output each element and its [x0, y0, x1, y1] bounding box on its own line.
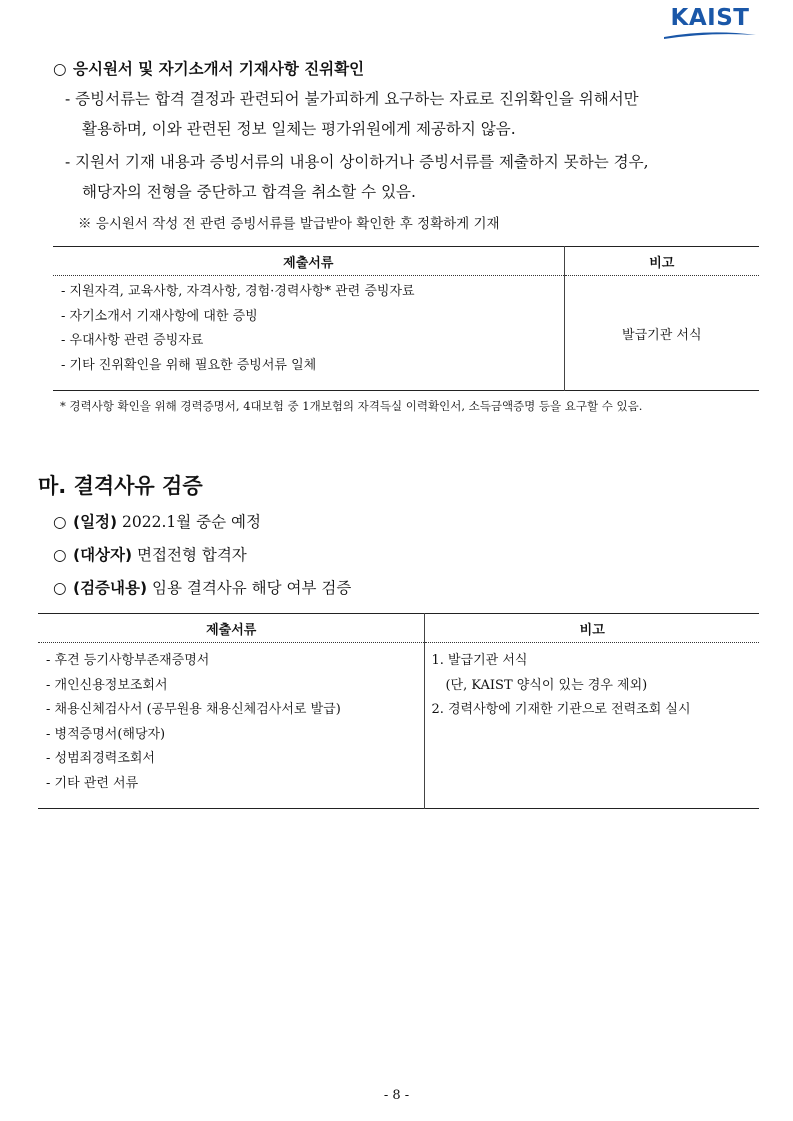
section-item-schedule — [53, 510, 261, 532]
verify-bullet-2-line-1: - 지원서 기재 내용과 증빙서류의 내용이 상이하거나 증빙서류를 제출하지 못하는 경우, — [65, 153, 649, 171]
circle-bullet-icon: ○ — [53, 579, 67, 597]
verify-bullet-1-line-1: - 증빙서류는 합격 결정과 관련되어 불가피하게 요구하는 자료로 진위확인을 위해서만 — [65, 90, 639, 108]
section-item-content — [53, 576, 351, 598]
verify-table-header-row — [53, 247, 759, 276]
verify-bullet-2-line-2: 해당자의 전형을 중단하고 합격을 취소할 수 있음. — [82, 183, 416, 201]
remark-item: 1. 발급기관 서식 — [431, 653, 528, 668]
verify-table-documents-cell — [53, 276, 564, 391]
page-number: - 8 - — [383, 1088, 410, 1103]
verify-table-header-documents: 제출서류 — [53, 247, 564, 276]
verify-table-footnote: * 경력사항 확인을 위해 경력증명서, 4대보험 중 1개보험의 자격득실 이력확인서, 소득금액증명 등을 요구할 수 있음. — [60, 399, 643, 413]
disqualification-table-header-remark: 비고 — [425, 614, 759, 643]
verify-table — [53, 246, 759, 391]
list-item: - 기타 관련 서류 — [46, 775, 139, 791]
circle-bullet-icon: ○ — [53, 60, 67, 78]
section-title: 마. 결격사유 검증 — [38, 474, 203, 498]
section-item-label: (대상자) — [73, 546, 133, 564]
list-item: - 병적증명서(해당자) — [46, 726, 166, 742]
section-item-text: 2022.1월 중순 예정 — [117, 513, 262, 531]
disqualification-table-row — [38, 643, 759, 809]
disqualification-table-header-row — [38, 614, 759, 643]
list-item: - 개인신용정보조회서 — [46, 677, 168, 693]
logo-swoosh-icon — [662, 30, 758, 40]
verify-table-row — [53, 276, 759, 391]
remark-item: (단, KAIST 양식이 있는 경우 제외) — [445, 677, 648, 693]
circle-bullet-icon: ○ — [53, 513, 67, 531]
list-item: - 지원자격, 교육사항, 자격사항, 경험·경력사항* 관련 증빙자료 — [61, 284, 415, 299]
section-item-text: 면접전형 합격자 — [132, 546, 247, 564]
remark-item: 2. 경력사항에 기재한 기관으로 전력조회 실시 — [431, 702, 691, 717]
verify-table-header-remark: 비고 — [564, 247, 759, 276]
section-item-label: (일정) — [73, 513, 118, 531]
circle-bullet-icon: ○ — [53, 546, 67, 564]
verify-bullet-1 — [65, 84, 765, 144]
kaist-logo-text: KAIST — [670, 5, 750, 31]
list-item: - 성범죄경력조회서 — [46, 751, 155, 766]
verify-heading-text: 응시원서 및 자기소개서 기재사항 진위확인 — [73, 60, 365, 78]
list-item: - 채용신체검사서 (공무원용 채용신체검사서로 발급) — [46, 702, 341, 717]
verify-note: ※ 응시원서 작성 전 관련 증빙서류를 발급받아 확인한 후 정확하게 기재 — [78, 216, 500, 232]
kaist-logo — [662, 6, 758, 40]
verify-table-remark-cell: 발급기관 서식 — [622, 327, 702, 343]
verify-heading — [53, 57, 364, 79]
list-item: - 기타 진위확인을 위해 필요한 증빙서류 일체 — [61, 357, 317, 373]
verify-bullet-1-line-2: 활용하며, 이와 관련된 정보 일체는 평가위원에게 제공하지 않음. — [82, 120, 516, 138]
list-item: - 우대사항 관련 증빙자료 — [61, 333, 204, 348]
disqualification-table — [38, 613, 759, 809]
disqualification-table-header-documents: 제출서류 — [38, 614, 425, 643]
disqualification-table-documents-cell — [38, 643, 425, 809]
section-item-text: 임용 결격사유 해당 여부 검증 — [147, 579, 352, 597]
section-item-target — [53, 543, 247, 565]
list-item: - 자기소개서 기재사항에 대한 증빙 — [61, 308, 258, 324]
list-item: - 후견 등기사항부존재증명서 — [46, 653, 210, 668]
section-item-label: (검증내용) — [73, 579, 148, 597]
verify-bullet-2 — [65, 147, 765, 207]
disqualification-table-remark-cell — [425, 643, 759, 809]
